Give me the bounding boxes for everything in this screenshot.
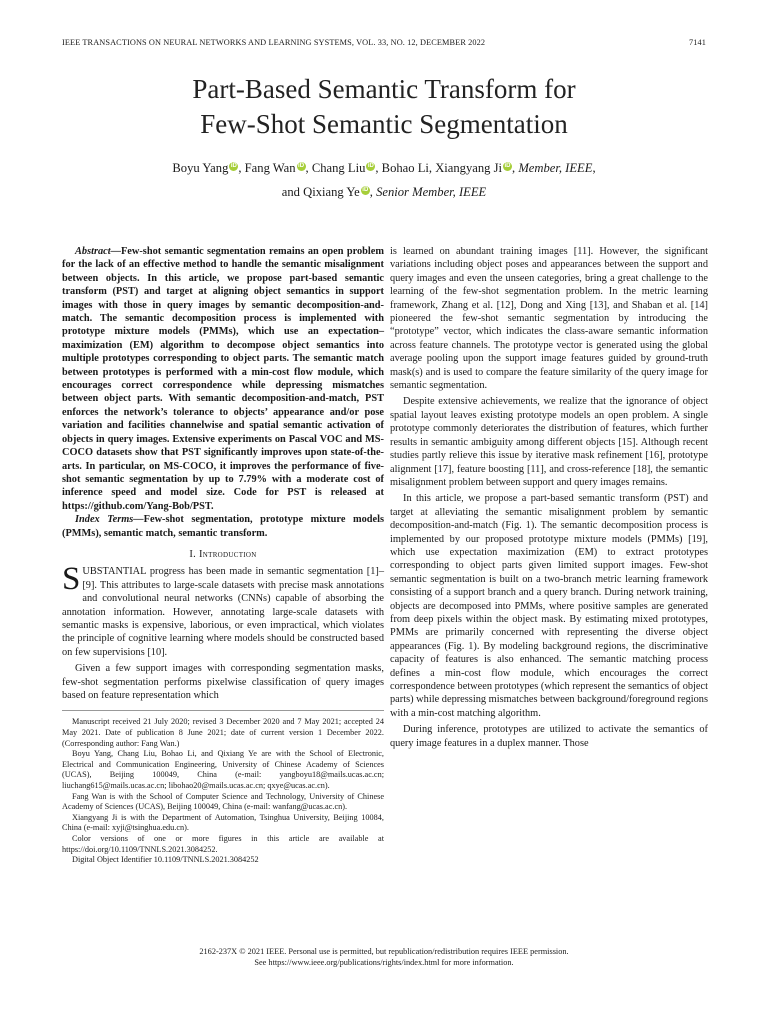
left-column [62, 245, 384, 866]
page-number: 7141 [689, 38, 706, 47]
paper-title [40, 72, 728, 142]
author-conjunction: and [281, 185, 300, 199]
body-paragraph: During inference, prototypes are utilized to activate the semantics of query image features in a duplex manner. Those [390, 724, 708, 749]
orcid-icon[interactable]: iD [298, 163, 305, 169]
author-name: Bohao Li [381, 161, 429, 175]
author-name: Xiangyang Ji [435, 161, 503, 175]
section-heading: I. Introduction [189, 548, 257, 560]
rights-link[interactable]: See https://www.ieee.org/publications/rights/index.html for more information. [254, 958, 514, 967]
footnote: Fang Wan is with the School of Computer Science and Technology, University of Chinese Academy of Sciences (UCAS), Beijing 100049, China (e-mail: wanfang@ucas.ac.cn). [62, 791, 384, 812]
index-terms-text: Few-shot segmentation, prototype mixture models (PMMs), semantic match, semantic transform. [62, 514, 384, 539]
abstract-text: Few-shot semantic segmentation remains an open problem for the lack of an effective method to handle the semantic misalignment between objects. In this article, we propose part-based semantic transform (PST) and target at aligning object semantics in support images with those in query images by semantic decomposition-and-match. The semantic decomposition process is implemented with prototype mixture models (PMMs), which use an expectation–maximization (EM) algorithm to decompose object semantics into multiple prototypes corresponding to object parts. The semantic match between prototypes is performed with a min-cost flow module, which encourages correct correspondence while depressing mismatches between object parts. With semantic decomposition-and-match, PST enforces the network’s tolerance to objects’ appearance and/or pose variation and facilities channelwise and spatial semantic activation of objects in query images. Extensive experiments on Pascal VOC and MS-COCO datasets show that PST significantly improves upon state-of-the-arts. In particular, on MS-COCO, it improves the performance of five-shot semantic segmentation by up to 7.79% with a moderate cost of inference speed and model size. Code for PST is released at https://github.com/Yang-Bob/PST. [62, 246, 384, 512]
abstract [62, 245, 384, 513]
body-paragraph: In this article, we propose a part-based semantic transform (PST) and target at alleviating the semantic misalignment problem by semantic decomposition-and-match (Fig. 1). The semantic decomposition process is implemented by our proposed prototype mixture models (PMMs) [19], which use expectation maximization (EM) to extract prototypes corresponding to object parts given limited support images. Few-shot semantic segmentation is built on a two-branch metric learning framework consisting of a support branch and a query branch. During network training, objects are decomposed into PMMs, where positive samples are generated from deep pixels within the object mask. By estimating mixed prototypes, PMMs are primarily concerned with representing the diverse object appearances (Fig. 1). By modeling background regions, the discriminative capacity of features is also enhanced. The semantic matching process defines a min-cost flow module, which encourages the correct correspondence between prototypes (which represent the semantics of object parts) while depressing mismatches between background/foreground regions with a min-cost matching algorithm. [390, 493, 708, 719]
body-paragraph: is learned on abundant training images [11]. However, the significant variations including object poses and appearances between the support and query images and even the unseen categories, bring a great challenge to the learning of the few-shot segmentation problem. In the metric learning framework, Zhang et al. [12], Dong and Xing [13], and Shaban et al. [14] pioneered the few-shot semantic segmentation by introducing the “prototype” vector, which indicates the class-aware semantic information across feature channels. The prototype vector is generated using the global average pooling upon the support image features guided by ground-truth mask(s) and is used to compare the feature similarity of the query image for semantic segmentation. [390, 246, 708, 392]
author-line-2: and Qixiang Ye iD , Senior Member, IEEE [281, 185, 487, 199]
author-line-1: Boyu Yang iD , Fang Wan iD , Chang Liu iD , Bohao Li, Xiangyang Ji iD , Member, IEEE, [172, 161, 596, 175]
paragraph-text: UBSTANTIAL progress has been made in semantic segmentation [1]–[9]. This attributes to large-scale datasets with precise mask annotations and convolutional neural networks (CNNs) capable of absorbing the annotation information. However, annotating large-scale datasets with semantic masks is expensive, laborious, or even impractical, which violates the principle of cognitive learning where models should be constructed based on few supervisions [10]. [62, 566, 384, 658]
body-paragraph: Despite extensive achievements, we realize that the ignorance of object spatial layout leaves existing prototype models an open problem. A single prototype commonly deteriorates the distribution of features, which further results in semantic ambiguity among different objects [15]. Although recent studies partly relieve this issue by iterative mask refinement [16], prototype alignment [17], feature boosting [11], and cross-reference [18], the semantic misalignment problem between support and query images remains. [390, 396, 708, 488]
author-role: Senior Member, IEEE [376, 185, 487, 199]
footnote: Color versions of one or more figures in this article are available at https://doi.org/10.1109/TNNLS.2021.3084252. [62, 833, 384, 854]
copyright-line: 2162-237X © 2021 IEEE. Personal use is permitted, but republication/redistribution requires IEEE permission. [199, 947, 569, 956]
abstract-label: Abstract— [75, 246, 121, 257]
author-name: Chang Liu [311, 161, 366, 175]
author-list [40, 156, 728, 204]
drop-cap: S [62, 561, 81, 598]
footnote: Manuscript received 21 July 2020; revised 3 December 2020 and 7 May 2021; accepted 24 May 2021. Date of publication 8 June 2021; date of current version 1 December 2022. (Corresponding author: Fang Wan.) [62, 717, 384, 748]
orcid-icon[interactable]: iD [362, 187, 369, 193]
running-head [62, 38, 706, 47]
right-column [390, 245, 708, 750]
title-line-1: Part-Based Semantic Transform for [192, 74, 576, 104]
orcid-icon[interactable]: iD [367, 163, 374, 169]
footnotes [62, 710, 384, 865]
author-name: Boyu Yang [172, 161, 229, 175]
title-line-2: Few-Shot Semantic Segmentation [200, 109, 568, 139]
index-terms [62, 513, 384, 540]
journal-name: IEEE TRANSACTIONS ON NEURAL NETWORKS AND LEARNING SYSTEMS, VOL. 33, NO. 12, DECEMBER 2022 [62, 38, 486, 47]
index-terms-label: Index Terms— [75, 514, 144, 526]
orcid-icon[interactable]: iD [230, 163, 237, 169]
footnote: Boyu Yang, Chang Liu, Bohao Li, and Qixiang Ye are with the School of Electronic, Electrical and Communication Engineering, University of Chinese Academy of Sciences (UCAS), Beijing 100049, China (e-mail: yangboyu18@mails.ucas.ac.cn; liuchang615@mails.ucas.ac.cn; libohao20@mails.ucas.ac.cn; qxye@ucas.ac.cn). [62, 749, 384, 790]
footnote-doi: Digital Object Identifier 10.1109/TNNLS.2021.3084252 [72, 855, 259, 865]
copyright-footer [40, 946, 728, 968]
author-name: Qixiang Ye [303, 185, 360, 199]
body-paragraph: Given a few support images with corresponding segmentation masks, few-shot segmentation performs pixelwise classification of query images based on feature representation which [62, 663, 384, 701]
footnote: Xiangyang Ji is with the Department of Automation, Tsinghua University, Beijing 10084, China (e-mail: xyji@tsinghua.edu.cn). [62, 812, 384, 833]
author-role: Member, IEEE [518, 161, 593, 175]
author-name: Fang Wan [244, 161, 296, 175]
orcid-icon[interactable]: iD [504, 163, 511, 169]
body-paragraph [62, 561, 384, 659]
